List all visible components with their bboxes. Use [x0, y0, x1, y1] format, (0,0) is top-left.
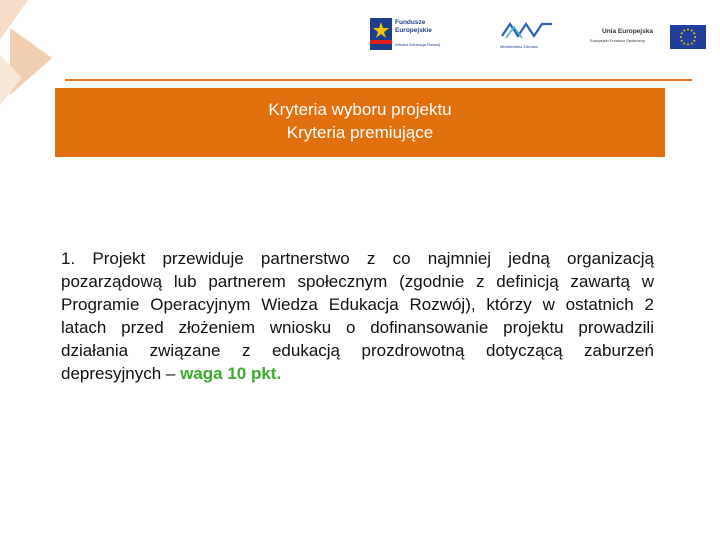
fundusze-logo-name	[395, 19, 432, 34]
eu-logo	[588, 16, 708, 56]
eu-fund-name: Europejski Fundusz Społeczny	[590, 38, 645, 43]
ministry-mark-icon	[500, 18, 554, 40]
ministry-of-health-logo	[500, 16, 560, 56]
fundusze-program: Wiedza Edukacja Rozwój	[395, 42, 441, 47]
eu-flag-icon	[670, 25, 706, 49]
criterion-text: 1. Projekt przewiduje partnerstwo z co najmniej jedną organizacją pozarządową lub partnerem społecznym (zgodnie z definicją zawartą w Programie Operacyjnym Wiedza Edukacja Rozwój), którzy w ostatnich 2 latach przed złożeniem wniosku o dofinansowanie projektu prowadzili działania związane z edukacją prozdrowotną dotyczącą zaburzeń depresyjnych	[61, 249, 654, 383]
fundusze-line1: Fundusze	[395, 19, 426, 26]
fundusze-line2: Europejskie	[395, 26, 432, 34]
logo-bar	[370, 16, 710, 56]
criterion-separator: –	[161, 364, 181, 383]
fundusze-europejskie-logo	[370, 16, 465, 56]
title-line-2: Kryteria premiujące	[286, 123, 434, 142]
criterion-paragraph	[61, 247, 654, 385]
criterion-weight: waga 10 pkt.	[180, 364, 282, 383]
title-banner	[55, 88, 665, 157]
title-line-1: Kryteria wyboru projektu	[268, 100, 452, 119]
ministry-name: Ministerstwo Zdrowia	[500, 44, 538, 49]
eu-title: Unia Europejska	[602, 28, 653, 35]
corner-decoration	[0, 0, 60, 110]
fundusze-star-icon	[370, 18, 392, 50]
header-divider	[65, 79, 692, 81]
